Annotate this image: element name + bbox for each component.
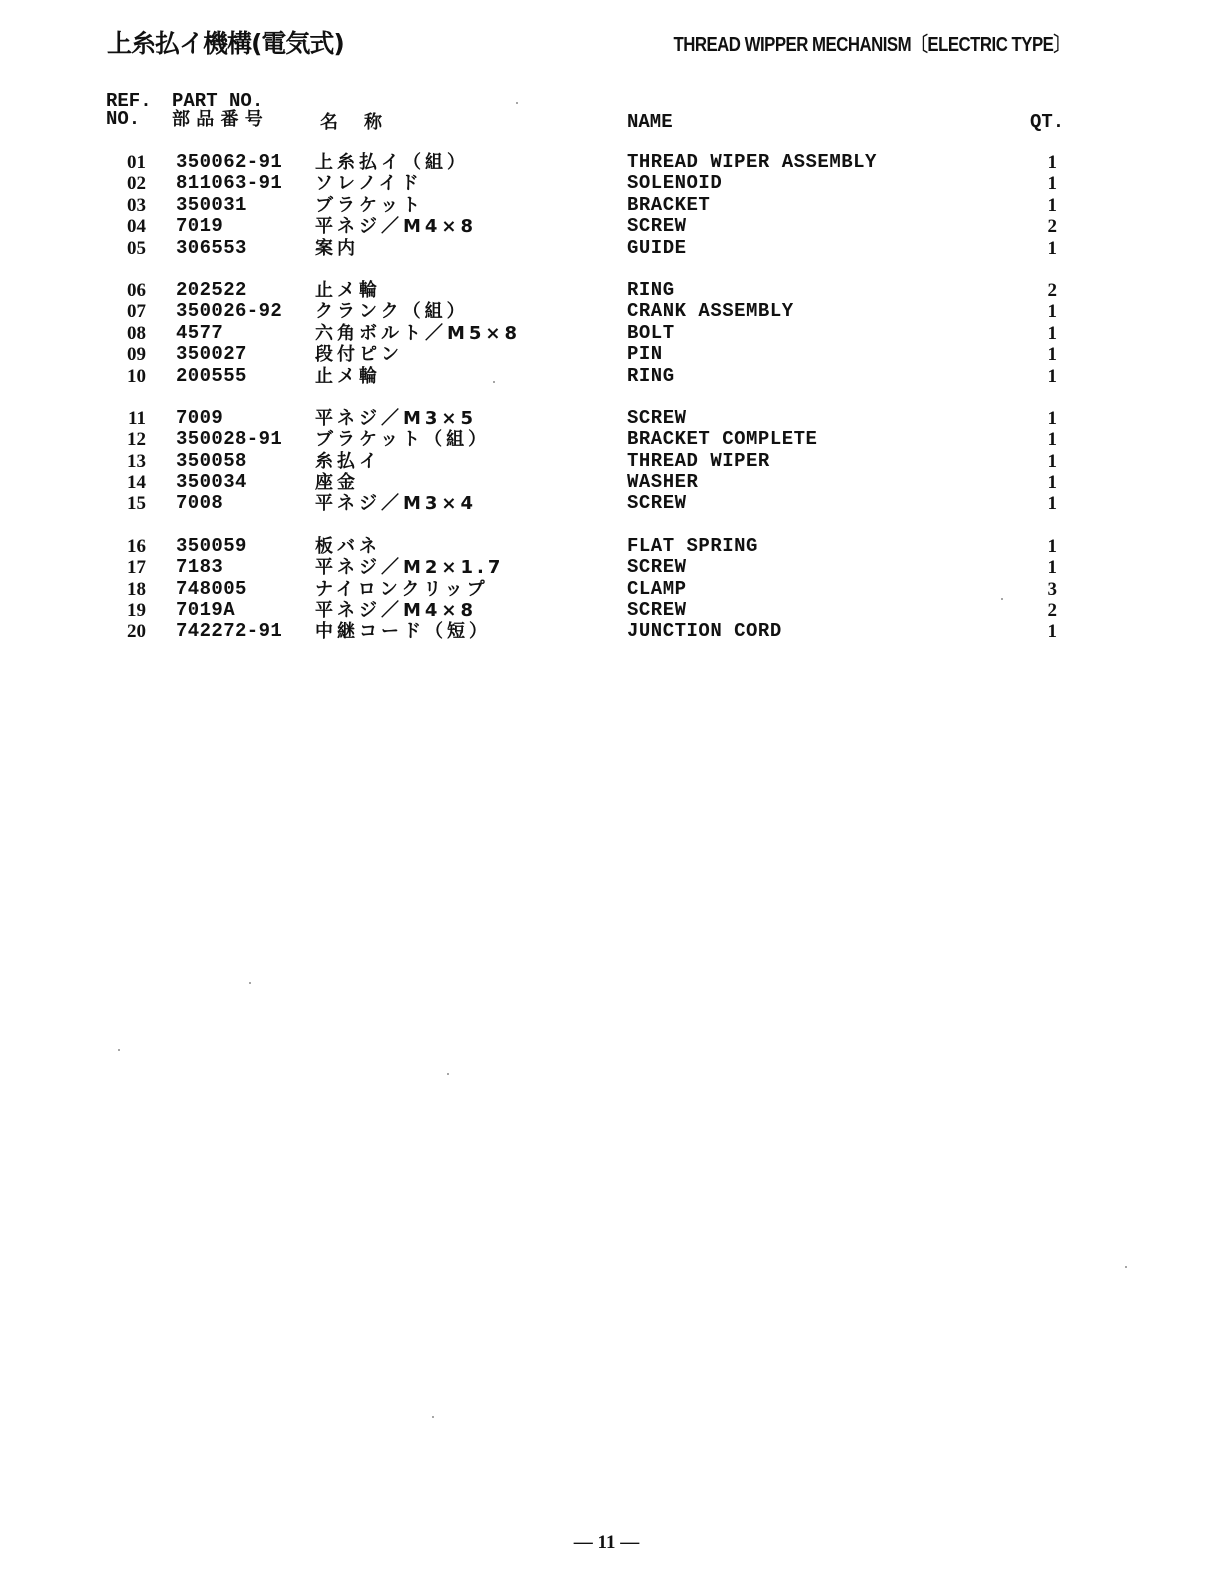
name-ja-cell: 案内 [315,237,359,259]
parts-list [0,152,1213,643]
ref-no-cell: 11 [128,407,146,429]
part-no-cell: 350028-91 [176,428,283,451]
part-no-cell: 200555 [176,364,247,387]
name-ja-cell: 平ネジ／M4×8 [315,600,478,622]
name-ja-cell: 止メ輪 [315,279,381,301]
scan-speck [1001,598,1003,600]
name-en-cell: PIN [627,343,663,366]
part-row [0,536,1213,557]
qty-cell: 3 [1047,578,1057,600]
column-header-part-no-ja: 部 品 番 号 [172,109,263,130]
page-title-japanese: 上糸払イ機構(電気式) [107,29,344,58]
ref-no-cell: 12 [127,429,146,451]
part-row [0,152,1213,173]
ref-no-cell: 08 [127,322,146,344]
name-ja-cell: 平ネジ／M3×4 [315,493,478,515]
scan-speck [432,1416,434,1418]
name-en-cell: THREAD WIPER ASSEMBLY [627,151,877,173]
part-row [0,451,1213,472]
part-no-cell: 350058 [176,449,247,472]
name-en-cell: THREAD WIPER [627,449,770,472]
qty-cell: 1 [1047,472,1057,494]
name-en-cell: CLAMP [627,577,687,600]
scan-speck [1125,1266,1127,1268]
ref-no-cell: 17 [127,557,146,579]
ref-no-cell: 18 [127,578,146,600]
name-ja-cell: 平ネジ／M2×1.7 [315,557,505,579]
part-row [0,579,1213,600]
part-row [0,408,1213,429]
part-row [0,472,1213,493]
part-row [0,366,1213,387]
name-ja-cell: ブラケット（組） [315,429,491,451]
part-no-cell: 7008 [176,492,224,515]
qty-cell: 1 [1047,429,1057,451]
part-row [0,280,1213,301]
page-number: — 11 — [573,1532,640,1553]
scan-speck [493,381,495,383]
scan-speck [516,102,518,104]
ref-no-cell: 09 [127,344,146,366]
part-row [0,493,1213,514]
part-no-cell: 7019 [176,215,224,238]
part-row [0,429,1213,450]
name-en-cell: RING [627,278,675,301]
qty-cell: 1 [1047,152,1057,173]
part-no-cell: 811063-91 [176,172,283,195]
column-header-ref: REF. [106,90,152,112]
ref-no-cell: 02 [127,173,146,195]
part-no-cell: 306553 [176,236,247,259]
part-row [0,600,1213,621]
ref-no-cell: 10 [127,365,146,387]
column-header-ref-no: NO. [106,108,141,130]
name-ja-cell: 板バネ [315,535,381,557]
part-no-cell: 350031 [176,193,247,216]
part-row [0,238,1213,259]
qty-cell: 1 [1047,194,1057,216]
part-no-cell: 7019A [176,599,236,622]
name-en-cell: SCREW [627,556,687,579]
qty-cell: 1 [1047,450,1057,472]
part-no-cell: 350034 [176,471,247,494]
ref-no-cell: 14 [127,472,146,494]
part-no-cell: 350027 [176,343,247,366]
name-en-cell: SCREW [627,599,687,622]
column-header-name-ja: 名 称 [320,112,386,133]
qty-cell: 2 [1047,279,1057,301]
name-ja-cell: ナイロンクリップ [315,578,489,600]
part-no-cell: 350062-91 [176,151,283,173]
scan-speck [118,1049,120,1051]
part-no-cell: 7009 [176,406,224,429]
name-ja-cell: 中継コード（短） [315,621,491,643]
qty-cell: 1 [1047,173,1057,195]
column-header-name-en: NAME [627,111,673,133]
qty-cell: 1 [1047,301,1057,323]
name-ja-cell: 六角ボルト／M5×8 [315,322,522,344]
name-ja-cell: 止メ輪 [315,365,381,387]
part-row [0,173,1213,194]
name-en-cell: CRANK ASSEMBLY [627,300,794,323]
qty-cell: 1 [1047,237,1057,259]
name-ja-cell: 糸払イ [315,450,381,472]
name-en-cell: BOLT [627,321,675,344]
qty-cell: 1 [1047,621,1057,643]
name-ja-cell: ソレノイド [315,173,423,195]
part-no-cell: 7183 [176,556,224,579]
part-row [0,216,1213,237]
part-row [0,195,1213,216]
name-en-cell: SOLENOID [627,172,723,195]
name-ja-cell: ブラケット [315,194,425,216]
ref-no-cell: 20 [127,621,146,643]
qty-cell: 1 [1047,493,1057,515]
qty-cell: 1 [1047,557,1057,579]
qty-cell: 1 [1047,322,1057,344]
name-ja-cell: 上糸払イ（組） [315,152,469,173]
name-ja-cell: 座金 [315,472,359,494]
column-header-qty: QT. [1030,111,1065,133]
ref-no-cell: 16 [127,535,146,557]
part-no-cell: 350026-92 [176,300,283,323]
name-en-cell: SCREW [627,492,687,515]
qty-cell: 1 [1047,535,1057,557]
ref-no-cell: 13 [127,450,146,472]
name-ja-cell: 段付ピン [315,344,403,366]
qty-cell: 2 [1047,600,1057,622]
part-row [0,323,1213,344]
column-header-part-no: PART NO. [172,90,264,112]
part-row [0,301,1213,322]
ref-no-cell: 07 [127,301,146,323]
name-ja-cell: 平ネジ／M4×8 [315,216,478,238]
ref-no-cell: 19 [127,600,146,622]
page-title-english: THREAD WIPPER MECHANISM〔ELECTRIC TYPE〕 [673,34,1070,56]
name-ja-cell: クランク（組） [315,301,469,323]
name-en-cell: JUNCTION CORD [627,620,782,643]
qty-cell: 1 [1047,344,1057,366]
ref-no-cell: 05 [127,237,146,259]
name-en-cell: BRACKET [627,193,711,216]
part-row [0,344,1213,365]
name-en-cell: SCREW [627,215,687,238]
scan-speck [447,1073,449,1075]
ref-no-cell: 04 [127,216,146,238]
part-no-cell: 742272-91 [176,620,283,643]
part-no-cell: 4577 [176,321,224,344]
part-no-cell: 202522 [176,278,247,301]
name-en-cell: SCREW [627,406,687,429]
qty-cell: 1 [1047,407,1057,429]
ref-no-cell: 06 [127,279,146,301]
part-row [0,557,1213,578]
qty-cell: 1 [1047,365,1057,387]
name-ja-cell: 平ネジ／M3×5 [315,407,478,429]
qty-cell: 2 [1047,216,1057,238]
name-en-cell: GUIDE [627,236,687,259]
part-row [0,621,1213,642]
ref-no-cell: 03 [127,194,146,216]
name-en-cell: FLAT SPRING [627,534,758,557]
name-en-cell: BRACKET COMPLETE [627,428,818,451]
name-en-cell: RING [627,364,675,387]
part-no-cell: 748005 [176,577,247,600]
scan-speck [249,982,251,984]
ref-no-cell: 01 [127,152,146,173]
ref-no-cell: 15 [127,493,146,515]
part-no-cell: 350059 [176,534,247,557]
name-en-cell: WASHER [627,471,699,494]
